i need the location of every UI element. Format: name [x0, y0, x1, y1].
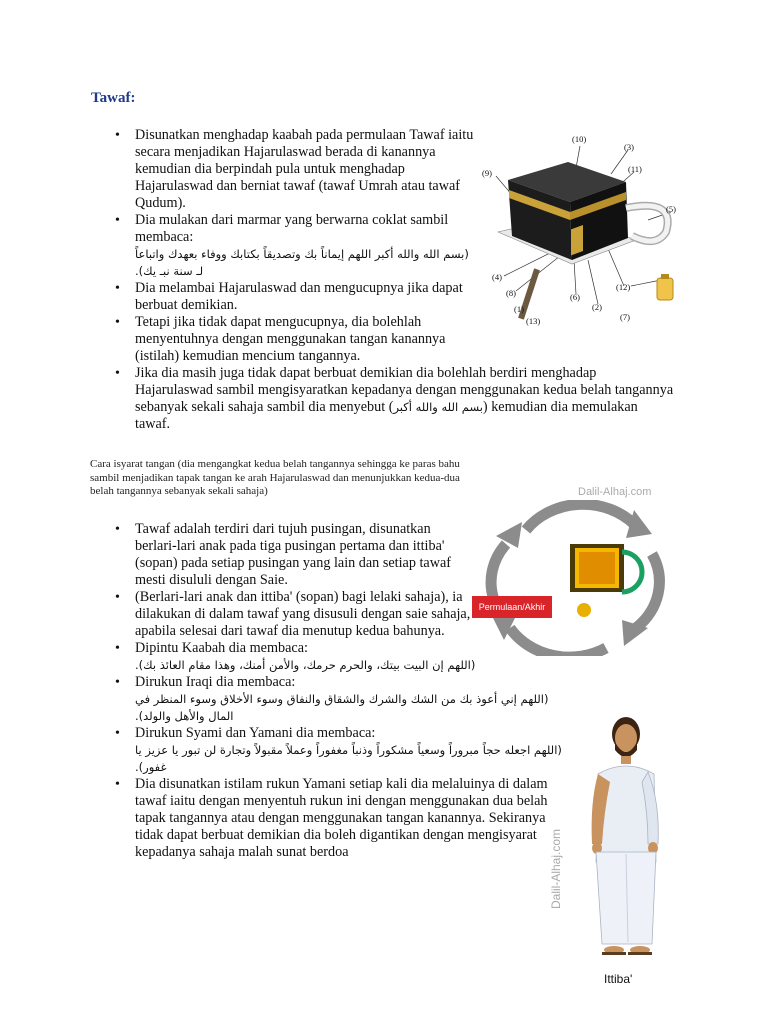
list-item: [113, 640, 565, 674]
kaaba-label: (9): [482, 168, 492, 178]
section-heading: Tawaf:: [91, 90, 136, 106]
list-item: [113, 280, 475, 314]
list-item-text: Jika dia masih juga tidak dapat berbuat demikian dia bolehlah berdiri menghadap Hajarulaswad sambil mengisyaratkan kepadanya dengan menggunakan kedua belah tangannya sebanyak sekali sahaja sambil dia menyebut (: [135, 365, 674, 415]
list-item-text: Tetapi jika tidak dapat mengucupnya, dia bolehlah menyentuhnya dengan menggunakan tangan kanannya (istilah) kemudian mencium tangannya.: [135, 314, 446, 364]
list-item: [113, 674, 565, 725]
list-item: [113, 521, 475, 589]
list-item-text: Tawaf adalah terdiri dari tujuh pusingan, disunatkan berlari-lari anak pada tiga pusingan pertama dan ittiba' (sopan) pada setiap pusingan yang lain dan setiap tawaf mesti disululi dengan Saie.: [135, 521, 451, 588]
kaaba-label: (6): [570, 292, 580, 302]
list-item-text: Dia melambai Hajarulaswad dan mengucupnya jika dapat berbuat demikian.: [135, 280, 463, 313]
kaaba-label: (13): [526, 316, 541, 326]
hajar-aswad-marker: [577, 603, 591, 617]
tawaf-rules-list: [113, 521, 573, 861]
figure-caption: Cara isyarat tangan (dia mengangkat kedua belah tangannya sehingga ke paras bahu sambil menjadikan tapak tangan ke arah Hajarulaswad dan menunjukkan kedua-dua belah tangannya sebanyak sekali sahaja): [90, 458, 460, 497]
maqam-icon: [657, 278, 673, 300]
diagram-watermark: Dalil-Alhaj.com: [578, 486, 652, 498]
list-item: [113, 776, 565, 861]
kaaba-diagram: [476, 128, 696, 333]
list-item: [113, 212, 475, 280]
list-item: [113, 725, 565, 776]
arabic-prayer: (اللهم إن البيت بيتك، والحرم حرمك، والأمن أمنك، وهذا مقام العائذ بك).: [135, 658, 476, 672]
kaaba-label: (11): [628, 164, 642, 174]
pilgrim-figure: [549, 712, 666, 970]
kaaba-label: (2): [592, 302, 602, 312]
list-item-text: Dipintu Kaabah dia membaca:: [135, 640, 308, 656]
list-item: [113, 365, 675, 433]
list-item-text: Disunatkan menghadap kaabah pada permulaan Tawaf iaitu secara menjadikan Hajarulaswad berada di kanannya kemudian dia berpindah pula untuk menghadap Hajarulaswad dan berniat tawaf (tawaf Umrah atau tawaf Qudum).: [135, 127, 474, 211]
list-item-text: (Berlari-lari anak dan ittiba' (sopan) bagi lelaki sahaja), ia dilakukan di dalam tawaf yang disusuli dengan saie sahaja, apabila selesai dari tawaf dia menutup kedua bahunya.: [135, 589, 471, 639]
kaaba-label: (5): [666, 204, 676, 214]
list-item: [113, 314, 475, 365]
pilgrim-illustration: [576, 712, 666, 960]
kaaba-label: (7): [620, 312, 630, 322]
arabic-prayer: (بسم الله والله أكبر اللهم إيماناً بك وتصديقاً بكتابك ووفاء بعهدك واتباعاً لـ سنة نبـ يك).: [135, 247, 469, 278]
figure-caption-ittiba: Ittiba': [604, 972, 633, 986]
list-item-text: Dirukun Iraqi dia membaca:: [135, 674, 296, 690]
kaaba-label: (12): [616, 282, 631, 292]
kaaba-label: (8): [506, 288, 516, 298]
list-item: [113, 127, 475, 212]
list-item-text: Dirukun Syami dan Yamani dia membaca:: [135, 725, 376, 741]
kaaba-label: (4): [492, 272, 502, 282]
kaaba-door: [571, 225, 583, 255]
kaaba-label: (10): [572, 134, 587, 144]
figure-watermark: Dalil-Alhaj.com: [549, 828, 564, 910]
kaaba-label: (3): [624, 142, 634, 152]
list-item: [113, 589, 475, 640]
kaaba-label: (1): [514, 304, 524, 314]
list-item-text-end: ) kemudian dia memulakan tawaf.: [135, 399, 638, 432]
start-label-text: Permulaan/Akhir: [478, 602, 546, 612]
arabic-prayer: (اللهم اجعله حجاً مبروراً وسعياً مشكوراً وذنباً مغفوراً وعملاً مقبولاً وتجارة لن تبور يا عزيز يا غفور).: [135, 743, 562, 774]
arabic-prayer: (اللهم إني أعوذ بك من الشك والشرك والشقاق والنفاق وسوء الأخلاق وسوء المنظر في المال والأهل والولد).: [135, 692, 549, 723]
list-item-text: Dia disunatkan istilam rukun Yamani setiap kali dia melaluinya di dalam tawaf iaitu dengan menyentuh rukun ini dengan menggunakan dua belah tapak tangannya atau dengan menggunakan tangan kanannya. Sekiranya tidak dapat berbuat demikian dia boleh digantikan dengan mengisyarat kepadanya sahaja malah sunat berdoa: [135, 776, 548, 860]
arabic-inline: بسم الله والله أكبر: [393, 400, 483, 414]
list-item-text: Dia mulakan dari marmar yang berwarna coklat sambil membaca:: [135, 212, 449, 245]
